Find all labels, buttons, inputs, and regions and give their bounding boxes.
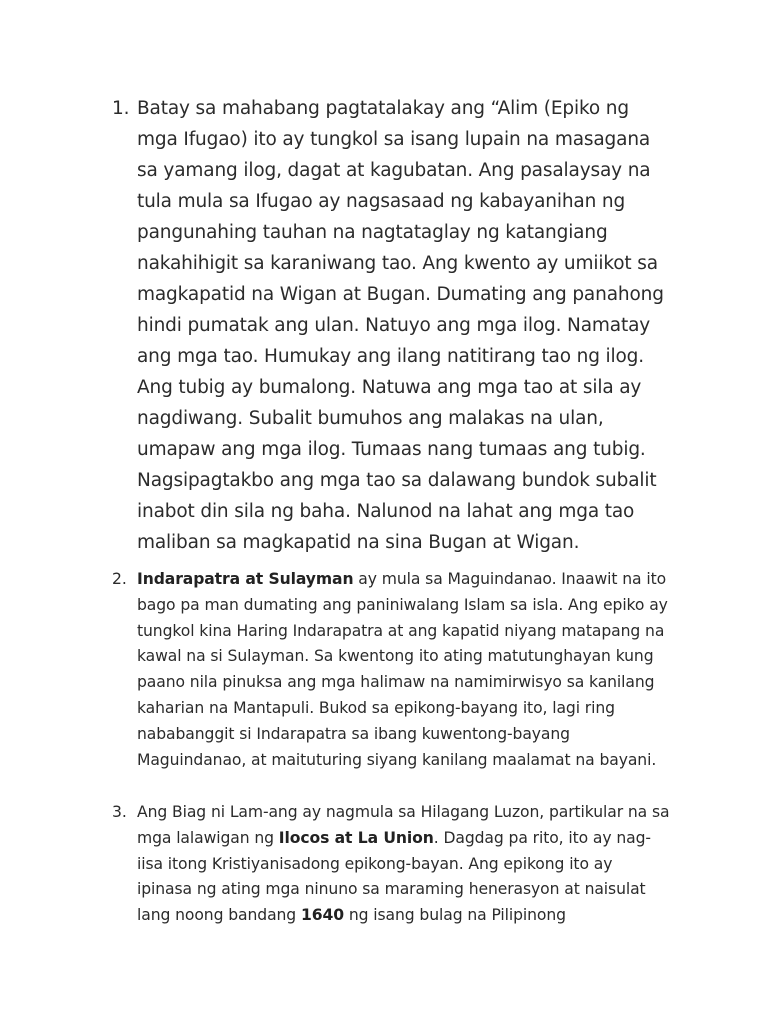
list-item-1 — [112, 93, 672, 558]
bold-year: 1640 — [300, 906, 344, 925]
item-body-part1: Ang Biag ni Lam-ang ay nagmula sa Hilagang Luzon, partikular na sa mga lalawigan ng — [137, 803, 670, 847]
item-number: 3. — [112, 803, 127, 821]
item-body-part2: . Dagdag pa rito, ito ay nag-iisa itong Kristiyanisadong epikong-bayan. Ang epikong ito ay ipinasa ng ating mga ninuno sa maraming henerasyon at naisulat lang noong bandang — [137, 828, 651, 925]
item-text — [137, 800, 672, 929]
list-item-2 — [112, 567, 672, 773]
item-text — [137, 567, 672, 773]
list-item-3 — [112, 800, 672, 929]
item-number: 2. — [112, 570, 127, 588]
item-number: 1. — [112, 98, 130, 119]
item-body: ay mula sa Maguindanao. Inaawit na ito bago pa man dumating ang paniniwalang Islam sa isla. Ang epiko ay tungkol kina Haring Indarapatra at ang kapatid niyang matapang na kawal na si Sulayman. Sa kwentong ito ating matutunghayan kung paano nila pinuksa ang mga halimaw na namimirwisyo sa kanilang kaharian na Mantapuli. Bukod sa epikong-bayang ito, lagi ring nababanggit si Indarapatra sa ibang kuwentong-bayang Maguindanao, at maituturing siyang kanilang maalamat na bayani. — [137, 570, 668, 769]
item-body-part3: ng isang bulag na Pilipinong — [343, 906, 566, 925]
bold-title: Indarapatra at Sulayman — [137, 570, 354, 588]
bold-place: Ilocos at La Union — [278, 828, 434, 847]
item-text: Batay sa mahabang pagtatalakay ang “Alim (Epiko ng mga Ifugao) ito ay tungkol sa isang lupain na masagana sa yamang ilog, dagat at kagubatan. Ang pasalaysay na tula mula sa Ifugao ay nagsasaad ng kabayanihan ng pangunahing tauhan na nagtataglay ng katangiang nakahihigit sa karaniwang tao. Ang kwento ay umiikot sa magkapatid na Wigan at Bugan. Dumating ang panahong hindi pumatak ang ulan. Natuyo ang mga ilog. Namatay ang mga tao. Humukay ang ilang natitirang tao ng ilog. Ang tubig ay bumalong. Natuwa ang mga tao at sila ay nagdiwang. Subalit bumuhos ang malakas na ulan, umapaw ang mga ilog. Tumaas nang tumaas ang tubig. Nagsipagtakbo ang mga tao sa dalawang bundok subalit inabot din sila ng baha. Nalunod na lahat ang mga tao maliban sa magkapatid na sina Bugan at Wigan. — [137, 98, 664, 553]
